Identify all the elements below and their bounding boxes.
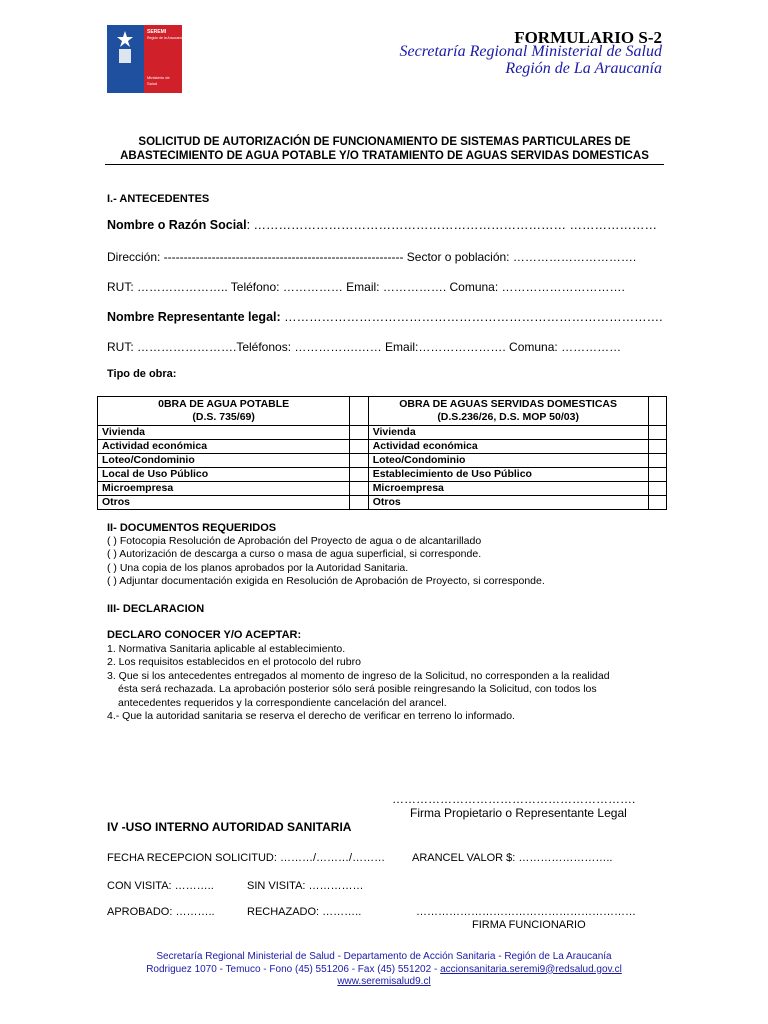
obra-checkbox[interactable]	[648, 468, 666, 482]
footer-line-2: Rodriguez 1070 - Temuco - Fono (45) 551206 - Fax (45) 551202 - accionsanitaria.seremi9@redsalud.gov.cl	[146, 963, 622, 975]
antecedentes-heading: I.- ANTECEDENTES	[107, 193, 210, 205]
declaracion-item: 3. Que si los antecedentes entregados al momento de ingreso de la Solicitud, no corresponden a la realidad	[107, 669, 610, 682]
agua-obra-option: Vivienda	[98, 426, 350, 440]
obra-checkbox[interactable]	[350, 454, 368, 468]
obra-checkbox[interactable]	[648, 482, 666, 496]
documento-item[interactable]: ( ) Una copia de los planos aprobados por la Autoridad Sanitaria.	[107, 561, 409, 574]
obra-checkbox[interactable]	[350, 468, 368, 482]
declaracion-heading: III- DECLARACION	[107, 603, 205, 615]
obra-checkbox[interactable]	[648, 496, 666, 510]
declaracion-list	[107, 643, 667, 723]
servidas-obra-option: Actividad económica	[368, 440, 648, 454]
declaracion-item: 1. Normativa Sanitaria aplicable al establecimiento.	[107, 643, 346, 655]
agua-obra-option: Microempresa	[98, 482, 350, 496]
table-row	[98, 468, 667, 482]
footer-email-link[interactable]: accionsanitaria.seremi9@redsalud.gov.cl	[440, 963, 622, 975]
representante-dots: ……………………………………………………………………………….	[280, 310, 663, 324]
table-header-checkbox	[648, 397, 666, 426]
footer-web-link[interactable]: www.seremisalud9.cl	[337, 976, 431, 987]
header-region: Región de La Araucanía	[505, 60, 662, 77]
firma-funcionario-label: FIRMA FUNCIONARIO	[472, 919, 586, 931]
nombre-field-line[interactable]	[107, 218, 657, 232]
header-ministry: Secretaría Regional Ministerial de Salud	[399, 43, 662, 60]
servidas-obra-option: Establecimiento de Uso Público	[368, 468, 648, 482]
title-line-1: SOLICITUD DE AUTORIZACIÓN DE FUNCIONAMIENTO DE SISTEMAS PARTICULARES DE	[138, 136, 631, 148]
documentos-list	[107, 535, 545, 589]
table-row	[98, 482, 667, 496]
footer-line-1: Secretaría Regional Ministerial de Salud - Departamento de Acción Sanitaria - Región de La Araucanía	[156, 951, 612, 962]
representante-field-line[interactable]	[107, 310, 663, 324]
declaracion-subheading: DECLARO CONOCER Y/O ACEPTAR:	[107, 629, 302, 641]
agua-obra-option: Actividad económica	[98, 440, 350, 454]
servidas-obra-option: Microempresa	[368, 482, 648, 496]
aprobado-field[interactable]: APROBADO: ………..	[107, 906, 215, 918]
sin-visita-field[interactable]: SIN VISITA: ……………	[247, 880, 364, 892]
form-code: FORMULARIO S-2	[514, 28, 662, 47]
nombre-dots: : ………………………………………………………………… …………………	[246, 218, 658, 232]
obra-checkbox[interactable]	[350, 426, 368, 440]
table-row	[98, 454, 667, 468]
logo-text-1: SEREMI	[147, 29, 167, 35]
logo-text-2: Región de la Araucanía	[147, 36, 184, 40]
obra-checkbox[interactable]	[648, 454, 666, 468]
arancel-field[interactable]: ARANCEL VALOR $: ……………………..	[412, 852, 613, 864]
servidas-obra-option: Otros	[368, 496, 648, 510]
seremi-logo	[107, 25, 182, 93]
documentos-heading: II- DOCUMENTOS REQUERIDOS	[107, 522, 277, 534]
rut-field-line-2[interactable]: RUT: …………………….Teléfonos: …………….…… Email:…………………. Comuna: ……………	[107, 340, 622, 354]
declaracion-item: 2. Los requisitos establecidos en el protocolo del rubro	[107, 656, 361, 669]
obra-checkbox[interactable]	[350, 440, 368, 454]
documento-item[interactable]: ( ) Adjuntar documentación exigida en Resolución de Aprobación de Proyecto, si corresponde.	[107, 575, 545, 588]
table-row	[98, 496, 667, 510]
tipo-obra-table	[97, 396, 667, 510]
con-visita-field[interactable]: CON VISITA: ………..	[107, 880, 214, 892]
declaracion-item: 4.- Que la autoridad sanitaria se reserva el derecho de verificar en terreno lo informado.	[107, 710, 515, 723]
obra-checkbox[interactable]	[350, 482, 368, 496]
fecha-recepcion-field[interactable]: FECHA RECEPCION SOLICITUD: ………/………/………	[107, 852, 386, 864]
table-header-servidas: OBRA DE AGUAS SERVIDAS DOMESTICAS (D.S.236/26, D.S. MOP 50/03)	[368, 397, 648, 426]
rut-field-line-1[interactable]: RUT: ………………….. Teléfono: …………… Email: ……………. Comuna: ………………………….	[107, 280, 625, 294]
table-row	[98, 426, 667, 440]
declaracion-item: ésta será rechazada. La aprobación posterior sólo será posible reingresando la Solicitud, con todos los	[118, 683, 597, 696]
obra-checkbox[interactable]	[648, 440, 666, 454]
documento-item[interactable]: ( ) Autorización de descarga a curso o masa de agua superficial, si corresponde.	[107, 548, 482, 561]
agua-obra-option: Local de Uso Público	[98, 468, 350, 482]
agua-obra-option: Loteo/Condominio	[98, 454, 350, 468]
title-divider	[105, 164, 664, 165]
table-header-agua: 0BRA DE AGUA POTABLE (D.S. 735/69)	[98, 397, 350, 426]
logo-text-3: Ministerio de	[147, 75, 170, 80]
representante-label: Nombre Representante legal:	[107, 310, 281, 324]
servidas-obra-option: Vivienda	[368, 426, 648, 440]
documento-item[interactable]: ( ) Fotocopia Resolución de Aprobación del Proyecto de agua o de alcantarillado	[107, 535, 482, 547]
firma-propietario-dots[interactable]: …………………………………………………….	[392, 792, 636, 806]
page-footer	[0, 951, 768, 989]
table-row	[98, 440, 667, 454]
logo-text-4: Salud	[147, 81, 158, 86]
agua-obra-option: Otros	[98, 496, 350, 510]
servidas-obra-option: Loteo/Condominio	[368, 454, 648, 468]
uso-interno-heading: IV -USO INTERNO AUTORIDAD SANITARIA	[107, 820, 352, 834]
firma-propietario-label: Firma Propietario o Representante Legal	[410, 806, 627, 820]
direccion-field-line[interactable]: Dirección: ------------------------------------------------------------ Sector o población: ………………………….	[107, 250, 637, 264]
tipo-obra-label: Tipo de obra:	[107, 368, 177, 380]
obra-checkbox[interactable]	[350, 496, 368, 510]
title-line-2: ABASTECIMIENTO DE AGUA POTABLE Y/O TRATAMIENTO DE AGUAS SERVIDAS DOMESTICAS	[120, 150, 649, 162]
document-title	[105, 135, 664, 163]
nombre-label: Nombre o Razón Social	[107, 218, 247, 232]
rechazado-field[interactable]: RECHAZADO: ………..	[247, 906, 362, 918]
firma-funcionario-dots[interactable]: ……………………………………………………	[416, 906, 636, 918]
table-header-checkbox	[350, 397, 368, 426]
declaracion-item: antecedentes requeridos y la correspondiente cancelación del arancel.	[118, 696, 447, 709]
obra-checkbox[interactable]	[648, 426, 666, 440]
